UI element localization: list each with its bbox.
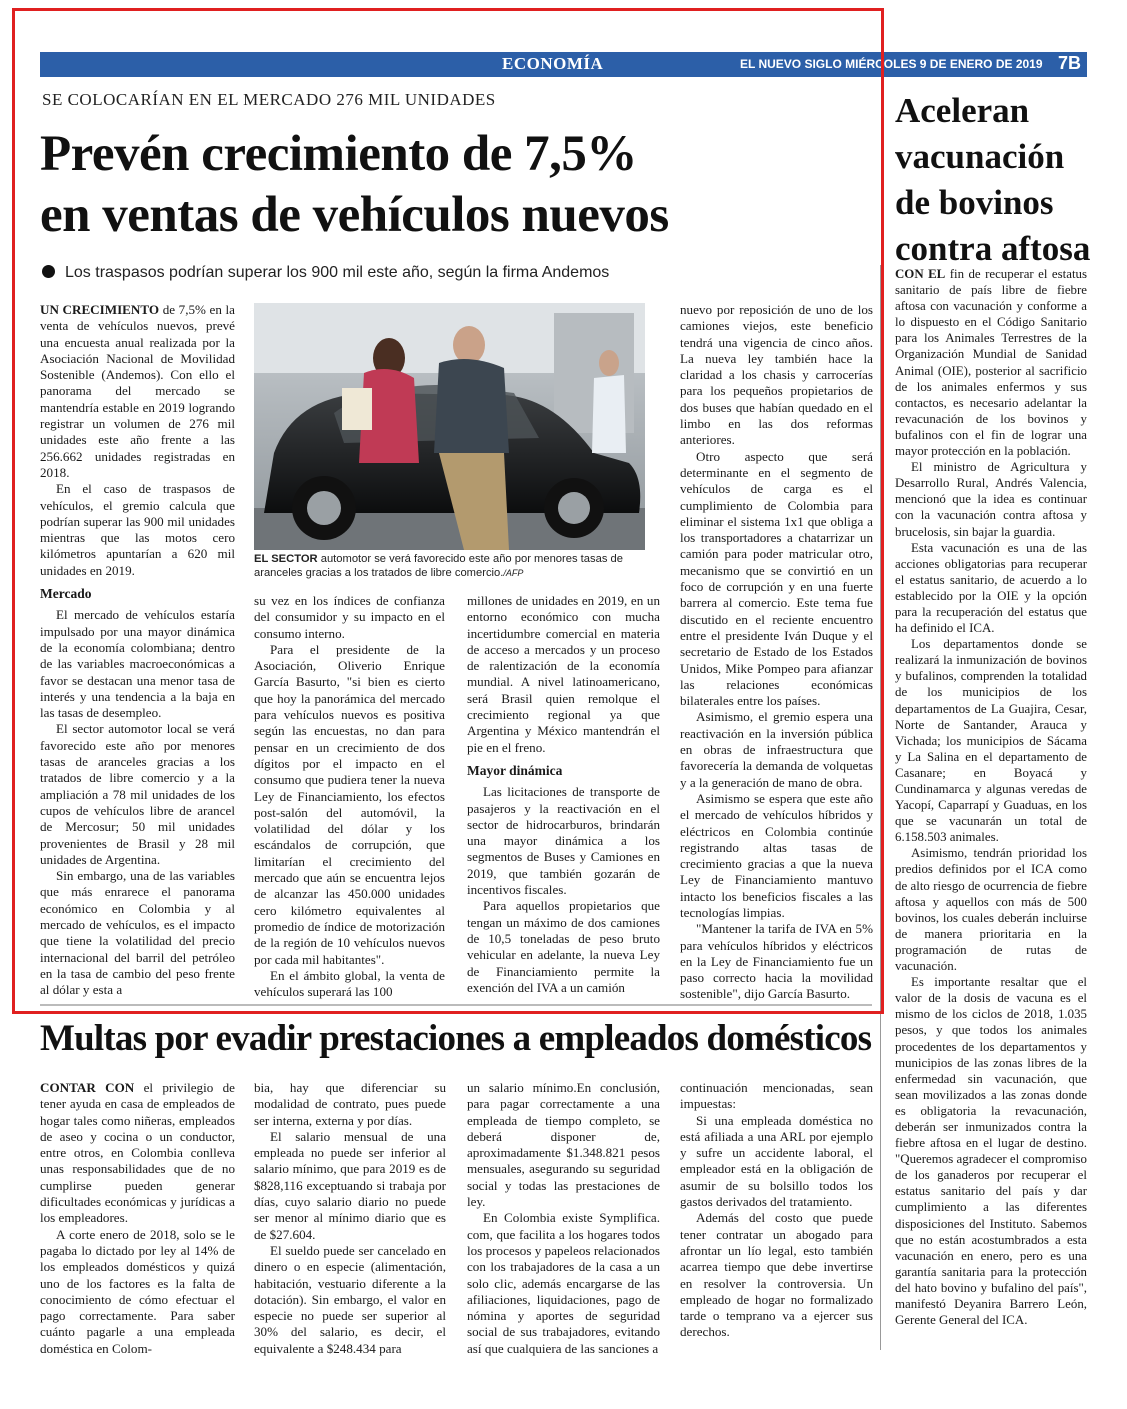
paragraph: UN CRECIMIENTO de 7,5% en la venta de vehículos nuevos, prevé una encuesta anual realizada por la Asociación Nacional de Movilidad Sostenible (Andemos). Con ello el panorama del mercado se mantendría estable en 2019 logrando registrar un volumen de 276 mil unidades este año frente a las 256.662 unidades registradas en 2018. [40, 302, 235, 480]
subtitle-mercado: Mercado [40, 586, 92, 602]
article-column-3 [467, 593, 660, 996]
main-headline [40, 124, 860, 246]
article-column-2 [254, 593, 445, 1000]
lead-in: CONTAR CON [40, 1080, 135, 1095]
paragraph: Para el presidente de la Asociación, Oliverio Enrique García Basurto, "si bien es cierto que hoy la panorámica del mercado para vehículos nuevos es positiva según las encuestas, no dan para pensar en un crecimiento de dos dígitos por el impacto en el consumo que pudiera tener la nueva Ley de Financiamiento, los efectos post-salón del automóvil, la volatilidad del dólar y los escándalos de corrupción, que limitarían el crecimiento del mercado que aún se encuentra lejos de alcanzar las 450.000 unidades cero kilómetro equivalentes al promedio de índice de motorización de la región de 10 vehículos nuevos por cada mil habitantes". [254, 641, 445, 967]
lead-in: CON EL [895, 267, 946, 281]
article-column-4 [680, 302, 873, 1003]
bullet-icon [42, 265, 55, 278]
car-showroom-photo [254, 303, 645, 550]
photo-credit: /AFP [503, 568, 524, 578]
bottom-headline: Multas por evadir prestaciones a empleados domésticos [40, 1018, 872, 1059]
paragraph: nuevo por reposición de uno de los camiones viejos, este beneficio tendrá una vigencia de cinco años. La nueva ley también hace la claridad a los chasis y carrocerías para los pequeños propietarios de dos buses que habían quedado en el limbo en las dos reformas anteriores. [680, 302, 873, 448]
paragraph: Además del costo que puede tener contratar un abogado para afrontar un lío legal, esto también acarrea tiempo que debe invertirse en resolver la controversia. Un empleado de hogar no formalizado tarde o temprano va a ejercer sus derechos. [680, 1210, 873, 1340]
kicker: SE COLOCARÍAN EN EL MERCADO 276 MIL UNIDADES [42, 90, 496, 109]
paragraph: millones de unidades en 2019, en un entorno económico con mucha incertidumbre comercial en materia de acceso a mercados y un proceso de ralentización de la economía mundial. A nivel latinoamericano, será Brasil quien remolque el crecimiento regional ya que Argentina y México mantendrán el pie en el freno. [467, 593, 660, 755]
paragraph: Para aquellos propietarios que tengan un máximo de dos camiones de 10,5 toneladas de peso bruto vehicular en adelante, la nueva Ley de Financiamiento permite la exención del IVA a un camión [467, 898, 660, 995]
article-column-1 [40, 302, 235, 998]
side-headline: Aceleran vacunación de bovinos contra aftosa [895, 91, 1091, 268]
subhead [42, 264, 609, 282]
paragraph: El salario mensual de una empleada no puede ser inferior al salario mínimo, que para 2019 es de $828,116 exceptuando si trabaja por días, cuyo salario diario no puede ser menor al mínimo diario que es de $27.604. [254, 1128, 446, 1242]
paragraph: bia, hay que diferenciar su modalidad de contrato, pues puede ser interna, externa y por días. [254, 1080, 446, 1128]
paragraph: A corte enero de 2018, solo se le pagaba lo dictado por ley al 14% de los empleados domésticos y quizá uno de los factores es la falta de conocimiento de cómo efectuar el pago correctamente. Para saber cuánto pagarle a una empleada doméstica en Colom- [40, 1226, 235, 1356]
column-rule [880, 265, 881, 1350]
headline-line-2: en ventas de vehículos nuevos [40, 187, 669, 243]
article-divider [40, 1004, 872, 1006]
paragraph: Los departamentos donde se realizará la inmunización de bovinos y bufalinos, comprenden la totalidad de los municipios de los departamentos de La Guajira, Cesar, Norte de Santander, Arauca y Vichada; los municipios de Sácama y La Salina en el departamento de Casanare; en Boyacá y Cundinamarca y algunas veredas de Yacopí, Caparrapí y Guaduas, en los que se vacunarán un total de 6.158.503 animales. [895, 637, 1087, 845]
subhead-text: Los traspasos podrían superar los 900 mil este año, según la firma Andemos [65, 264, 610, 281]
section-name: ECONOMÍA [502, 54, 604, 73]
paragraph: Asimismo, el gremio espera una reactivación en la inversión pública en obras de infraestructura que favorecería la demanda de volquetas y a la generación de mano de obra. [680, 709, 873, 790]
paragraph: En Colombia existe Symplifica. com, que facilita a los hogares todos los procesos y papeleos relacionados con los trabajadores de la casa a un solo clic, además encargarse de las afiliaciones, liquidaciones, pago de nómina y aportes de seguridad social de sus trabajadores, evitando así que cualquiera de las sanciones a [467, 1210, 660, 1356]
dateline: EL NUEVO SIGLO MIÉRCOLES 9 DE ENERO DE 2019 [740, 57, 1043, 71]
paragraph: Sin embargo, una de las variables que más enrarece el panorama económico en Colombia y al mercado de vehículos, es el impacto que tiene la volatilidad del precio internacional del barril del petróleo en la tasa de cambio del peso frente al dólar y esta a [40, 868, 235, 998]
paragraph: Si una empleada doméstica no está afiliada a una ARL por ejemplo y sufre un accidente laboral, el empleador está en la obligación de asumir de su bolsillo todos los gastos derivados del tratamiento. [680, 1112, 873, 1210]
paragraph: Asimismo, tendrán prioridad los predios definidos por el ICA como de alto riesgo de ocurrencia de fiebre aftosa y aquellos con más de 500 bovinos, los cuales deberán incluirse de manera prioritaria en la programación de rutas de vacunación. [895, 846, 1087, 974]
photo-caption: EL SECTOR automotor se verá favorecido este año por menores tasas de aranceles gracias a los tratados de libre comercio./AFP [254, 553, 623, 579]
paragraph: El sector automotor local se verá favorecido este año por menores tasas de aranceles gracias a los tratados de libre comercio y a la ampliación a 78 mil unidades de los cupos de vehículos libre de arancel de Mercosur; 50 mil unidades provenientes de Brasil y 28 mil unidades de Argentina. [40, 721, 235, 867]
paragraph: CON EL fin de recuperar el estatus sanitario de país libre de fiebre aftosa con vacunación y conforme a lo dispuesto en el Código Sanitario para los Animales Terrestres de la Organización Mundial de Sanidad Animal (OIE), posterior al sacrificio de los animales enfermos y sus contactos, es necesario adelantar la revacunación de los bovinos y bufalinos con el fin de lograr una mayor protección en la población. [895, 267, 1087, 459]
headline-line-1: Prevén crecimiento de 7,5% [40, 126, 637, 182]
paragraph: un salario mínimo.En conclusión, para pagar correctamente a una empleada de tiempo completo, se deberá disponer de, aproximadamente $1.348.821 pesos mensuales, asegurando su seguridad social y todas las prestaciones de ley. [467, 1080, 660, 1210]
paragraph: continuación mencionadas, sean impuestas: [680, 1080, 873, 1112]
bottom-column-4 [680, 1080, 873, 1341]
paragraph: Esta vacunación es una de las acciones obligatorias para recuperar el estatus sanitario, de acuerdo a lo establecido por la OIE y la opción para la recuperación del estatus que ha definido el ICA. [895, 540, 1087, 636]
subtitle-mayor-dinamica: Mayor dinámica [467, 762, 563, 778]
paragraph: Es importante resaltar que el valor de la dosis de vacuna es el mismo de los ciclos de 2018, 1.035 pesos, y que todos los animales procedentes de los departamentos y municipios de las zonas libres de la enfermedad sin vacunación, que sean movilizados a las zonas donde es obligatoria la revacunación, deberán ser inmunizados contra la fiebre aftosa en el lugar de destino. "Queremos agradecer el compromiso de los ganaderos por recuperar el estatus sanitario del país y dar cumplimiento a las diferentes disposiciones del Instituto. Sabemos que no están acostumbrados a esta vacunación en enero, pero es una garantía sanitaria para la protección del hato bovino y bufalino del país", manifestó Deyanira Barrero León, Gerente General del ICA. [895, 975, 1087, 1328]
paragraph: El sueldo puede ser cancelado en dinero o en especie (alimentación, habitación, vestuario diferente a la dotación). Sin embargo, el valor en especie no puede ser superior al 30% del salario, es decir, el equivalente a $248.434 para [254, 1242, 446, 1356]
lead-in: UN CRECIMIENTO [40, 302, 160, 317]
paragraph: Otro aspecto que será determinante en el segmento de vehículos de carga es el cumplimiento de Colombia para eliminar el sistema 1x1 que obliga a los transportadores a chatarrizar un camión para poder matricular otro, mecanismo que se convirtió en un foco de corrupción y en una fuerte barrera al comercio. Este tema fue discutido en el reciente encuentro entre el presidente Iván Duque y el secretario de Estado de los Estados Unidos, Mike Pompeo para afianzar las relaciones económicas bilaterales entre los países. [680, 448, 873, 709]
side-article-column [895, 266, 1087, 1328]
photo-illustration [254, 303, 645, 550]
bottom-column-1 [40, 1080, 235, 1357]
paragraph: En el ámbito global, la venta de vehículos superará las 100 [254, 967, 445, 1000]
paragraph: "Mantener la tarifa de IVA en 5% para vehículos híbridos y eléctricos en la Ley de Financiamiento fue un paso correcto hacia la movilidad sostenible", dijo García Basurto. [680, 921, 873, 1002]
bottom-column-2 [254, 1080, 446, 1357]
paragraph: su vez en los índices de confianza del consumidor y su impacto en el consumo interno. [254, 593, 445, 641]
paragraph: El mercado de vehículos estaría impulsado por una mayor dinámica de la economía colombiana; dentro de las variables macroeconómicas a favor se destacan una menor tasa de interés y una tendencia a la baja en las tasas de desempleo. [40, 607, 235, 721]
paragraph: Las licitaciones de transporte de pasajeros y la reactivación en el sector de hidrocarburos, brindarán una mayor dinámica a los segmentos de Buses y Camiones en 2019, que también gozarán de incentivos fiscales. [467, 784, 660, 898]
paragraph: CONTAR CON el privilegio de tener ayuda en casa de empleados de hogar tales como niñeras, empleados de aseo y cocina o un conductor, entre otros, en Colombia conlleva unas responsabilidades que de no cumplirse pueden generar dificultades económicas y jurídicas a los empleadores. [40, 1080, 235, 1226]
section-bar [40, 52, 1087, 77]
paragraph: En el caso de traspasos de vehículos, el gremio calcula que podrían superar las 900 mil unidades mientras que las motos cero kilómetros apuntarían a 620 mil unidades en 2019. [40, 481, 235, 578]
paragraph: Asimismo se espera que este año el mercado de vehículos híbridos y eléctricos en Colombia continúe registrando altas tasas de crecimiento gracias a que la nueva Ley de Financiamiento mantuvo intacto los beneficios fiscales a las tecnologías limpias. [680, 790, 873, 920]
bottom-column-3 [467, 1080, 660, 1357]
page-number: 7B [1057, 53, 1081, 73]
caption-lead: EL SECTOR [254, 553, 318, 565]
paragraph: El ministro de Agricultura y Desarrollo Rural, Andrés Valencia, mencionó que la idea es continuar con la vacunación contra aftosa y brucelosis, sin bajar la guardia. [895, 460, 1087, 539]
